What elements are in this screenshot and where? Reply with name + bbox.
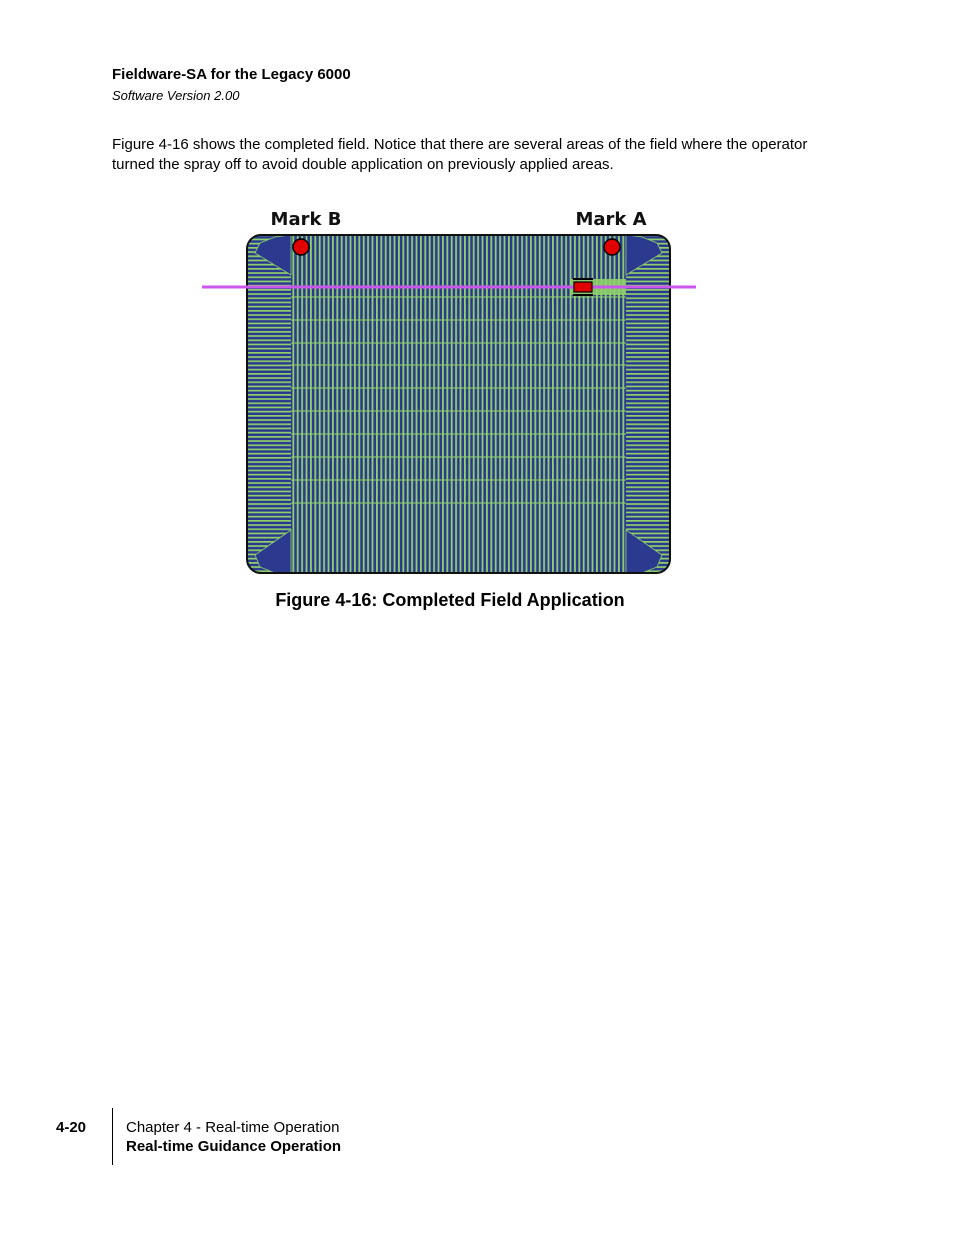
- field-figure: [200, 205, 700, 580]
- footer-divider: [112, 1108, 113, 1165]
- figure-caption: Figure 4-16: Completed Field Application: [275, 590, 625, 610]
- page-number: 4-20: [56, 1119, 87, 1136]
- mark-a-icon: [604, 239, 620, 255]
- footer-chapter: Chapter 4 - Real-time Operation: [126, 1119, 340, 1136]
- mark-a-label: Mark A: [575, 209, 647, 230]
- body-paragraph: Figure 4-16 shows the completed field. Notice that there are several areas of the field where the operator turned the spray off to avoid double application on previously applied areas.: [112, 136, 808, 173]
- mark-b-label: Mark B: [270, 209, 342, 230]
- running-header-subtitle: Software Version 2.00: [112, 88, 240, 103]
- mark-b-icon: [293, 239, 309, 255]
- running-header-title: Fieldware-SA for the Legacy 6000: [112, 66, 351, 83]
- footer-section: Real-time Guidance Operation: [126, 1138, 342, 1155]
